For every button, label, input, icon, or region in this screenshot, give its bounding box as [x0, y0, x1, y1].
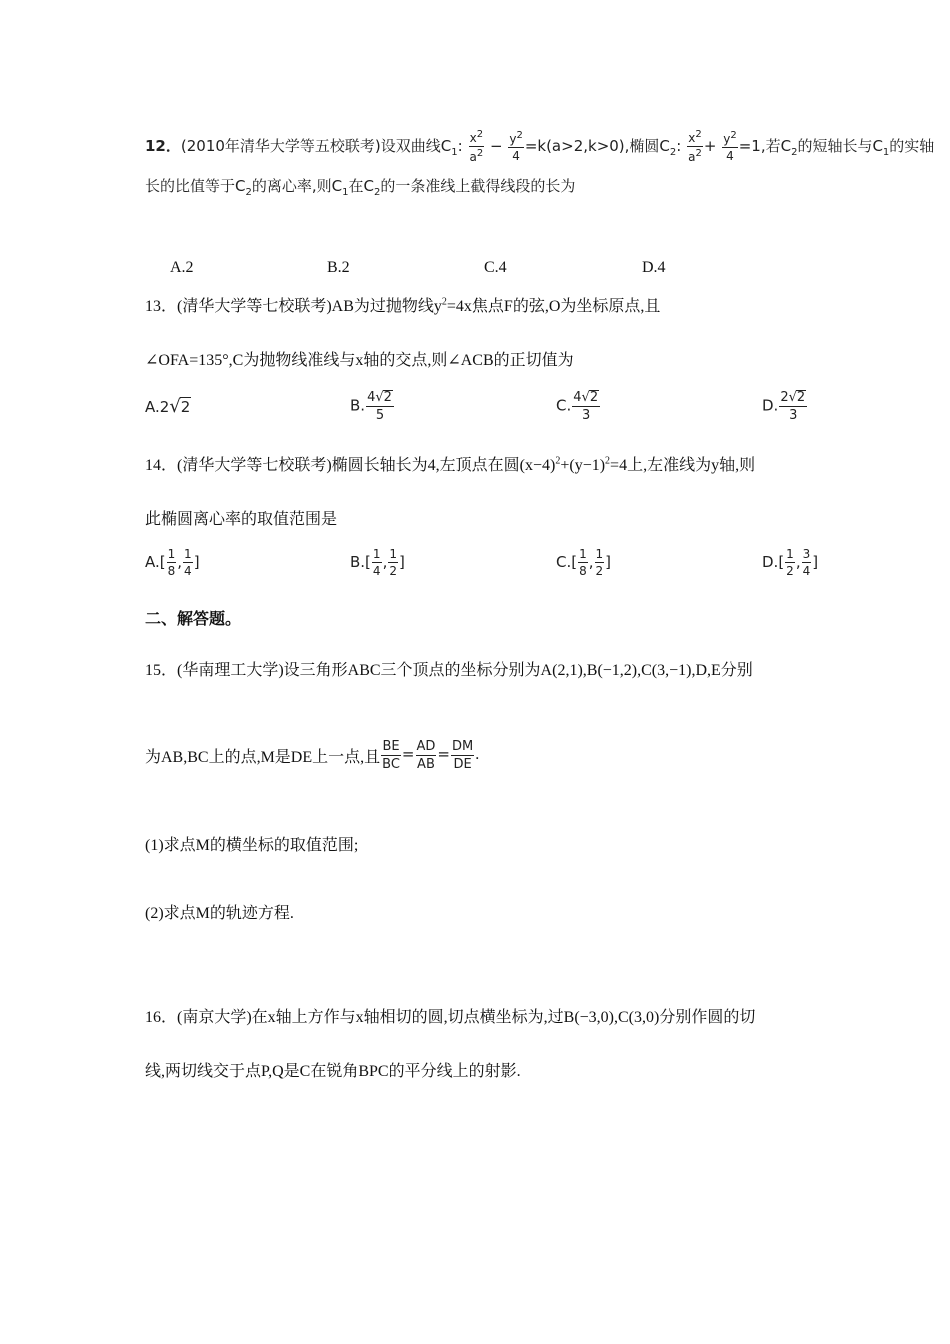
q13-option-c: C. $\frac{4√2}{3}$: [556, 390, 599, 423]
q13-option-b: B. $\frac{4√2}{5}$: [350, 390, 392, 423]
q14-option-d: D.[ $\frac{1}{2}$ , $\frac{3}{4}$ ]: [762, 547, 819, 578]
q13-option-a: A.2√2: [145, 396, 191, 417]
q12-line2: 长的比值等于$C_2$的离心率,则$C_1$在$C_2$的一条准线上截得线段的长为: [145, 177, 576, 198]
q12-frac-y24: $\frac{y^2}{4}$: [509, 130, 523, 163]
q12-option-d: D.4: [642, 259, 666, 276]
q16-line1: 16．(南京大学)在x轴上方作与x轴相切的圆,切点横坐标为,过B(−3,0),C(3,0)分别作圆的切: [145, 1009, 756, 1026]
q15-frac-be-bc: $\frac{BE}{BC}$: [382, 739, 400, 772]
q12-option-c: C.4: [484, 259, 507, 276]
q12-number: 12: [145, 137, 166, 155]
q15-part1: (1)求点M的横坐标的取值范围;: [145, 837, 359, 854]
section-heading: 二、解答题。: [145, 609, 242, 628]
q13-line2: ∠OFA=135°,C为抛物线准线与x轴的交点,则∠ACB的正切值为: [145, 352, 574, 369]
q15-line1: 15．(华南理工大学)设三角形ABC三个顶点的坐标分别为A(2,1),B(−1,2),C(3,−1),D,E分别: [145, 662, 753, 679]
q13-option-d: D. $\frac{2√2}{3}$: [762, 390, 806, 423]
q15-part2: (2)求点M的轨迹方程.: [145, 905, 294, 922]
q13-line1: 13．(清华大学等七校联考)AB为过抛物线$y^2=4x$焦点F的弦,O为坐标原点,且: [145, 296, 661, 315]
q15-frac-ad-ab: $\frac{AD}{AB}$: [416, 739, 436, 772]
q14-option-b: B.[ $\frac{1}{4}$ , $\frac{1}{2}$ ]: [350, 547, 405, 578]
q15-frac-dm-de: $\frac{DM}{DE}$: [451, 739, 474, 772]
q12-line1: 12．(2010年清华大学等五校联考)设双曲线$C_1$: $\frac{x^2}{a^2}$ − $\frac{y^2}{4}$ =k(a>2,k>0),椭圆$C_2$: $\frac{x^2}{a^2}$ + $\frac{y^2}{4}$ =1,若$C_2$的短轴长与$C_1$的实轴: [145, 129, 935, 164]
q14-line1: 14．(清华大学等七校联考)椭圆长轴长为4,左顶点在圆$(x-4)^2+(y-1)^2=4$上,左准线为y轴,则: [145, 455, 756, 474]
q12-option-a: A.2: [170, 259, 194, 276]
q12-option-b: B.2: [327, 259, 350, 276]
q14-line2: 此椭圆离心率的取值范围是: [145, 511, 338, 528]
q15-line2: 为AB,BC上的点,M是DE上一点,且 $\frac{BE}{BC}$ = $\frac{AD}{AB}$ = $\frac{DM}{DE}$ .: [145, 739, 480, 772]
q12-frac-x2a2-b: $\frac{x^2}{a^2}$: [688, 129, 702, 164]
q14-option-c: C.[ $\frac{1}{8}$ , $\frac{1}{2}$ ]: [556, 547, 612, 578]
q12-frac-y24-b: $\frac{y^2}{4}$: [723, 130, 737, 163]
q14-option-a: A.[ $\frac{1}{8}$ , $\frac{1}{4}$ ]: [145, 547, 200, 578]
q12-frac-x2a2: $\frac{x^2}{a^2}$: [469, 129, 484, 164]
q16-line2: 线,两切线交于点P,Q是C在锐角BPC的平分线上的射影.: [145, 1063, 521, 1080]
